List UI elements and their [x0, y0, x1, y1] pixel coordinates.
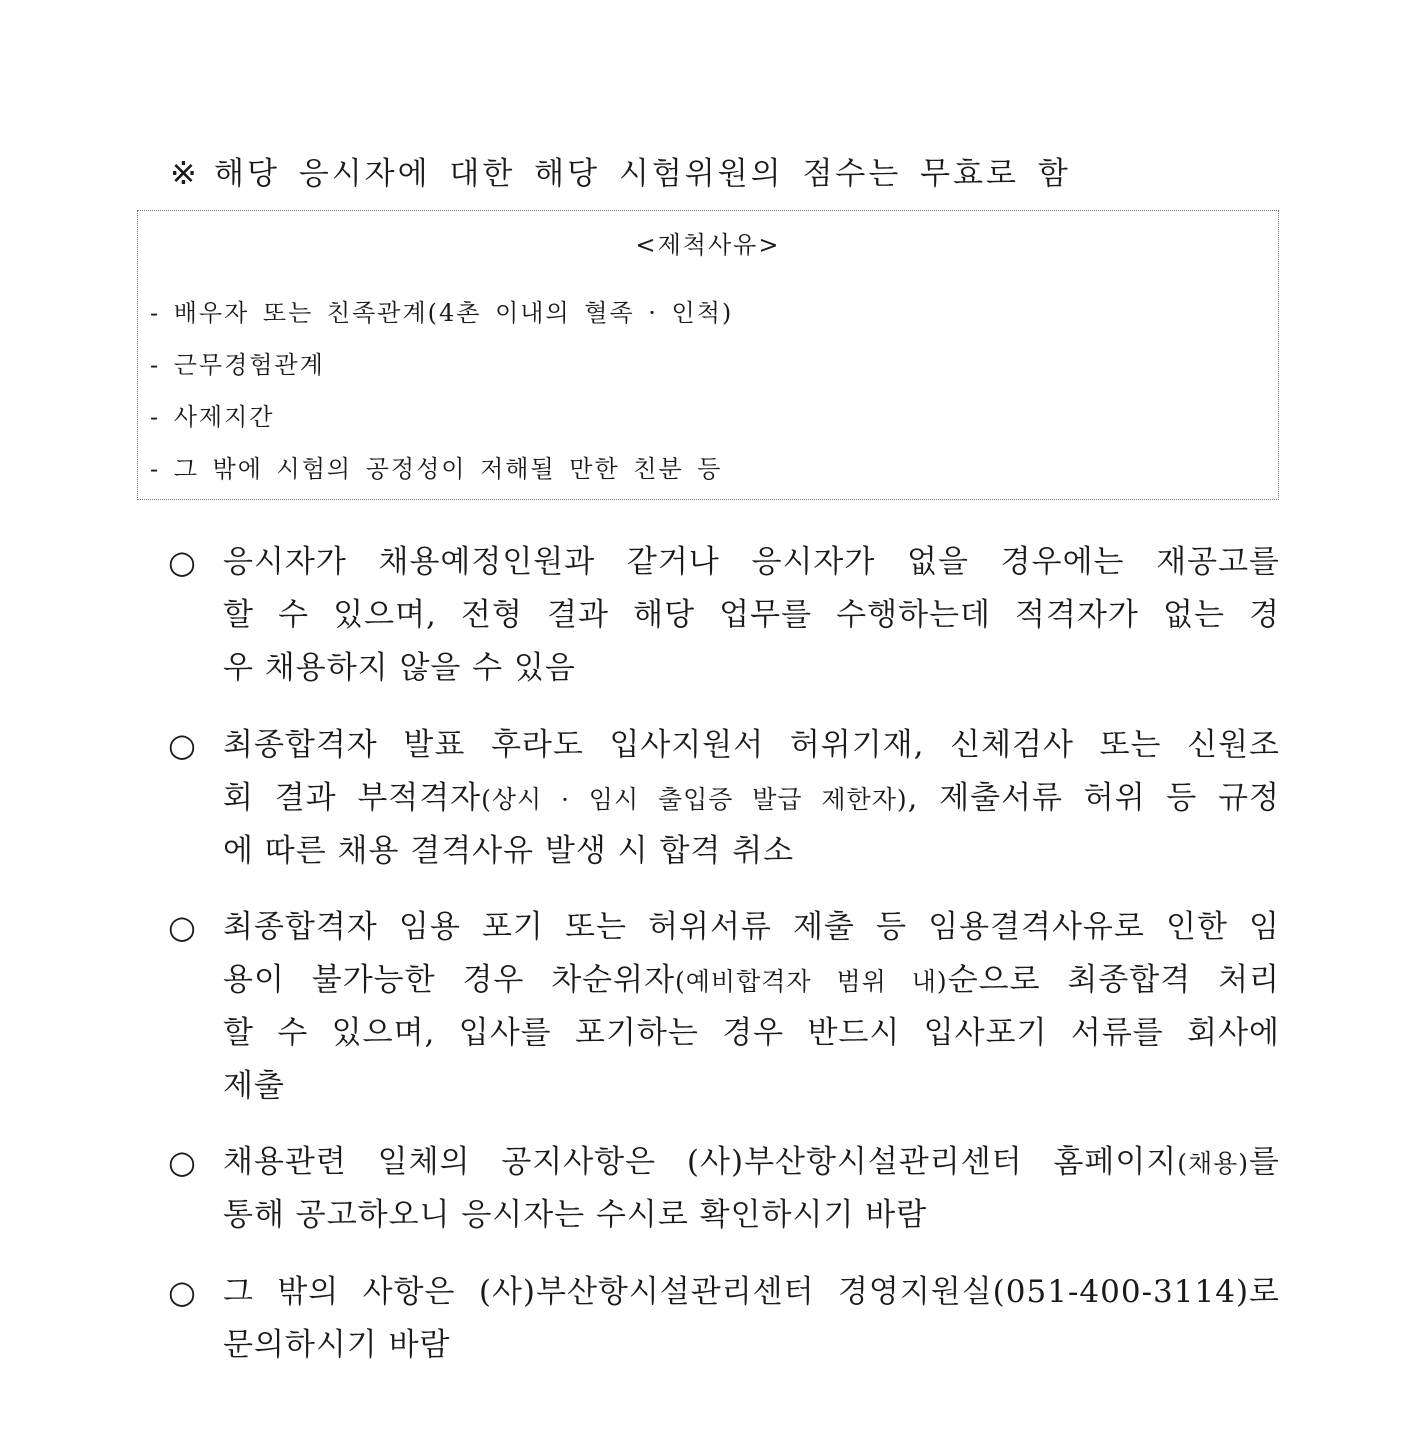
exclusion-reasons-box [137, 210, 1279, 500]
circle-bullet-icon: ○ [168, 543, 196, 581]
exclusion-item: - 배우자 또는 친족관계(4촌 이내의 혈족 · 인척) [150, 299, 734, 327]
paragraph-line: 할 수 있으며, 입사를 포기하는 경우 반드시 입사포기 서류를 회사에 [223, 1015, 1280, 1051]
paragraph-line: 에 따른 채용 결격사유 발생 시 합격 취소 [223, 833, 795, 869]
line-part-small: (상시 · 임시 출입증 발급 제한자) [481, 785, 908, 814]
note-line [170, 148, 1170, 193]
paragraph-next-rank [168, 901, 1280, 1113]
circle-bullet-icon: ○ [168, 1143, 196, 1181]
paragraph-line: 제출 [223, 1068, 285, 1104]
line-part-small: (채용) [1177, 1149, 1250, 1178]
paragraph-line: 통해 공고하오니 응시자는 수시로 확인하시기 바람 [223, 1197, 928, 1233]
paragraph-line [223, 1136, 1280, 1189]
paragraph-line: 그 밖의 사항은 (사)부산항시설관리센터 경영지원실(051-400-3114)로 [223, 1274, 1280, 1310]
circle-bullet-icon: ○ [168, 1273, 196, 1311]
note-text: 해당 응시자에 대한 해당 시험위원의 점수는 무효로 함 [214, 156, 1071, 192]
line-part: 순으로 최종합격 처리 [947, 962, 1280, 998]
paragraph-line: 할 수 있으며, 전형 결과 해당 업무를 수행하는데 적격자가 없는 경 [223, 597, 1280, 633]
reference-mark-icon: ※ [170, 154, 200, 192]
paragraph-line: 최종합격자 발표 후라도 입사지원서 허위기재, 신체검사 또는 신원조 [223, 727, 1280, 763]
line-part-small: (예비합격자 범위 내) [675, 967, 948, 996]
exclusion-item: - 그 밖에 시험의 공정성이 저해될 만한 친분 등 [150, 455, 723, 483]
paragraph-line: 응시자가 채용예정인원과 같거나 응시자가 없을 경우에는 재공고를 [223, 544, 1280, 580]
paragraph-line: 최종합격자 임용 포기 또는 허위서류 제출 등 임용결격사유로 인한 임 [223, 909, 1280, 945]
paragraph-line: 우 채용하지 않을 수 있음 [223, 650, 576, 686]
line-part: 를 [1249, 1144, 1280, 1180]
paragraph-contact [168, 1266, 1280, 1372]
circle-bullet-icon: ○ [168, 726, 196, 764]
line-part: 용이 불가능한 경우 차순위자 [223, 962, 676, 998]
paragraph-notices [168, 1136, 1280, 1242]
line-part: , 제출서류 허위 등 규정 [907, 780, 1280, 816]
exclusion-box-title: <제척사유> [635, 231, 781, 259]
paragraph-disqualification [168, 719, 1280, 878]
paragraph-line [223, 954, 1280, 1007]
exclusion-item: - 근무경험관계 [150, 351, 325, 379]
paragraph-line [223, 772, 1280, 825]
line-part: 회 결과 부적격자 [223, 780, 482, 816]
circle-bullet-icon: ○ [168, 908, 196, 946]
line-part: 채용관련 일체의 공지사항은 (사)부산항시설관리센터 홈페이지 [223, 1144, 1178, 1180]
paragraph-reannouncement [168, 536, 1280, 695]
exclusion-item: - 사제지간 [150, 403, 275, 431]
paragraph-line: 문의하시기 바람 [223, 1327, 451, 1363]
